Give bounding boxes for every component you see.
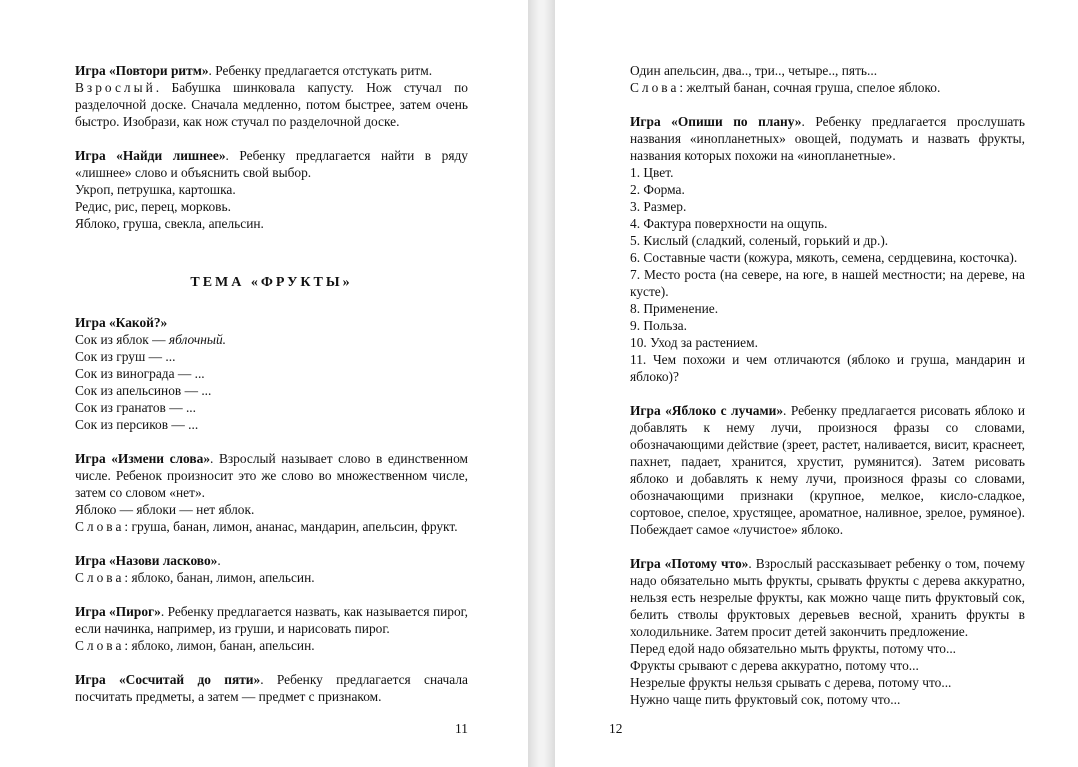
game-yabloko-s-luchami: Игра «Яблоко с лучами». Ребенку предлагается рисовать яблоко и добавлять к нему лучи, произнося фразы со словами, обозначающими действие (зреет, растет, наливается, висит, краснеет, пахнет, падает, хранится, хрустит, румянится). Затем рисовать яблоко и добавлять к нему лучи, произнося фразы со словами, обозначающими признаки (крупное, мелкое, кисло-сладкое, сортовое, спелое, хрустящее, ароматное, наливное, зрелое, румяное). Побеждает самое «лучистое» яблоко. bbox=[630, 403, 1026, 537]
list-item: 4. Фактура поверхности на ощупь. bbox=[630, 216, 828, 231]
list-item: 9. Польза. bbox=[630, 318, 687, 333]
list-item: Сок из винограда — ... bbox=[75, 366, 205, 381]
list-item: 6. Составные части (кожура, мякоть, семена, сердцевина, косточка). bbox=[630, 250, 1018, 265]
game-title: Игра «Повтори ритм» bbox=[75, 63, 209, 78]
game-title: Игра «Сосчитай до пяти» bbox=[75, 672, 261, 687]
list-item: Сок из апельсинов — ... bbox=[75, 383, 212, 398]
list-item: Сок из персиков — ... bbox=[75, 417, 199, 432]
list-item: 8. Применение. bbox=[630, 301, 719, 316]
theme-heading: ТЕМА «ФРУКТЫ» bbox=[190, 275, 353, 290]
book-gutter bbox=[528, 0, 555, 767]
game-potomu-chto: Игра «Потому что». Взрослый рассказывает ребенку о том, почему надо обязательно мыть фрукты, срывать фрукты с дерева аккуратно, нельзя есть незрелые фрукты, как можно чаще пить фруктовый сок, белить стволы фруктовых деревьев весной, хранить фрукты в холодильнике. Затем просит детей закончить предложение. bbox=[630, 556, 1026, 639]
game-title: Игра «Какой?» bbox=[75, 315, 168, 330]
game-pirog: Игра «Пирог». Ребенку предлагается назвать, как называется пирог, если начинка, например, из груши, и нарисовать пирог. bbox=[75, 604, 468, 636]
adult-line: Взрослый. Бабушка шинковала капусту. Нож стучал по разделочной доске. Сначала медленно, потом быстрее, затем очень быстро. Изобрази, как нож стучал по разделочной доске. bbox=[75, 80, 468, 129]
game-soschitay: Игра «Сосчитай до пяти». Ребенку предлагается сначала посчитать предметы, а затем — предмет с признаком. bbox=[75, 672, 468, 704]
game-naydi-lishnee: Игра «Найди лишнее». Ребенку предлагается найти в ряду «лишнее» слово и объяснить свой выбор. bbox=[75, 148, 468, 180]
list-item: 7. Место роста (на севере, на юге, в нашей местности; на дереве, на кусте). bbox=[630, 267, 1025, 299]
game-title: Игра «Потому что» bbox=[630, 556, 749, 571]
list-item: 2. Форма. bbox=[630, 182, 685, 197]
words-line: Слова: груша, банан, лимон, ананас, мандарин, апельсин, фрукт. bbox=[75, 519, 458, 534]
adult-label: Взрослый bbox=[75, 80, 156, 95]
game-title: Игра «Назови ласково» bbox=[75, 553, 218, 568]
words-line: Слова: яблоко, лимон, банан, апельсин. bbox=[75, 638, 315, 653]
list-item: Сок из яблок — яблочный. bbox=[75, 332, 227, 347]
words-line: Слова: желтый банан, сочная груша, спелое яблоко. bbox=[630, 80, 941, 95]
left-page-text bbox=[75, 62, 468, 705]
list-item: Яблоко, груша, свекла, апельсин. bbox=[75, 216, 264, 231]
right-page-text bbox=[630, 62, 1025, 708]
list-item: Редис, рис, перец, морковь. bbox=[75, 199, 231, 214]
list-item: 5. Кислый (сладкий, соленый, горький и др.). bbox=[630, 233, 889, 248]
list-item: 10. Уход за растением. bbox=[630, 335, 758, 350]
list-item: Перед едой надо обязательно мыть фрукты, потому что... bbox=[630, 641, 957, 656]
example-line: Яблоко — яблоки — нет яблок. bbox=[75, 502, 255, 517]
game-title: Игра «Найди лишнее» bbox=[75, 148, 226, 163]
list-item: Сок из гранатов — ... bbox=[75, 400, 196, 415]
page-number: 12 bbox=[609, 721, 623, 736]
words-line: Слова: яблоко, банан, лимон, апельсин. bbox=[75, 570, 315, 585]
list-item: Фрукты срывают с дерева аккуратно, потому что... bbox=[630, 658, 919, 673]
game-nazovi-laskovo: Игра «Назови ласково». bbox=[75, 553, 221, 568]
game-title: Игра «Яблоко с лучами» bbox=[630, 403, 784, 418]
list-item: 1. Цвет. bbox=[630, 165, 674, 180]
game-title: Игра «Измени слова» bbox=[75, 451, 211, 466]
game-izmeni-slova: Игра «Измени слова». Взрослый называет слово в единственном числе. Ребенок произносит это же слово во множественном числе, затем со словом «нет». bbox=[75, 451, 468, 500]
right-page bbox=[555, 0, 1078, 767]
list-item: Сок из груш — ... bbox=[75, 349, 176, 364]
page-number: 11 bbox=[455, 721, 468, 736]
count-line: Один апельсин, два.., три.., четыре.., пять... bbox=[630, 63, 878, 78]
list-item: 3. Размер. bbox=[630, 199, 687, 214]
game-opishi-po-planu: Игра «Опиши по плану». Ребенку предлагается прослушать названия «инопланетных» овощей, подумать и назвать фрукты, названия которых похожи на «инопланетные». bbox=[630, 114, 1025, 163]
list-item: Незрелые фрукты нельзя срывать с дерева, потому что... bbox=[630, 675, 952, 690]
game-povtori-ritm: Игра «Повтори ритм». Ребенку предлагается отстукать ритм. bbox=[75, 63, 433, 78]
list-item: 11. Чем похожи и чем отличаются (яблоко и груша, мандарин и яблоко)? bbox=[630, 352, 1025, 384]
list-item: Нужно чаще пить фруктовый сок, потому что... bbox=[630, 692, 901, 707]
left-page bbox=[0, 0, 528, 767]
game-title: Игра «Опиши по плану» bbox=[630, 114, 802, 129]
game-kakoy bbox=[75, 314, 468, 331]
game-title: Игра «Пирог» bbox=[75, 604, 161, 619]
list-item: Укроп, петрушка, картошка. bbox=[75, 182, 236, 197]
